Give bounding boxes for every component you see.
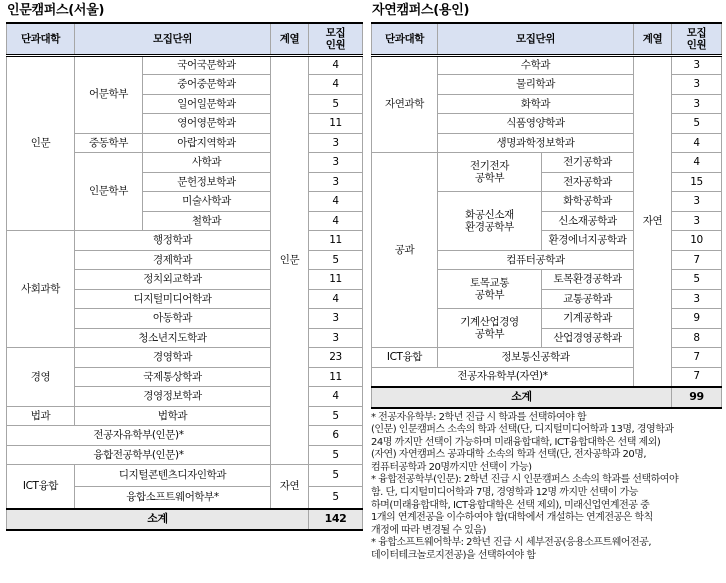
unit-cell: 기계공학과 xyxy=(542,309,634,329)
quota-cell: 9 xyxy=(672,309,722,329)
unit-cell: 화학공학과 xyxy=(542,192,634,212)
unit-cell: 경영정보학과 xyxy=(75,387,271,407)
group-cell: 화공신소재 환경공학부 xyxy=(438,192,542,251)
quota-cell: 5 xyxy=(309,445,363,465)
quota-cell: 4 xyxy=(672,153,722,173)
group-cell: 인문학부 xyxy=(75,153,143,231)
unit-cell: 생명과학정보학과 xyxy=(438,133,634,153)
admissions-table xyxy=(6,22,363,531)
total-label: 소계 xyxy=(7,509,309,530)
group-cell: 기계산업경영 공학부 xyxy=(438,309,542,348)
unit-cell: 전기공학과 xyxy=(542,153,634,173)
col-header-track: 계열 xyxy=(634,23,672,55)
quota-cell: 4 xyxy=(309,289,363,309)
quota-cell: 11 xyxy=(309,114,363,134)
unit-cell: 법학과 xyxy=(75,406,271,426)
footnote xyxy=(371,412,721,475)
quota-cell: 5 xyxy=(309,406,363,426)
unit-cell: 일어일문학과 xyxy=(143,94,271,114)
quota-cell: 5 xyxy=(309,94,363,114)
total-value: 142 xyxy=(309,509,363,530)
quota-cell: 5 xyxy=(309,465,363,487)
quota-cell: 3 xyxy=(672,289,722,309)
quota-cell: 4 xyxy=(309,55,363,75)
unit-cell: 정보통신공학과 xyxy=(438,348,634,368)
unit-cell: 교통공학과 xyxy=(542,289,634,309)
quota-cell: 10 xyxy=(672,231,722,251)
quota-cell: 3 xyxy=(309,328,363,348)
section-title: 인문캠퍼스(서울) xyxy=(7,3,105,18)
unit-cell: 중어중문학과 xyxy=(143,75,271,95)
quota-cell: 5 xyxy=(672,114,722,134)
quota-cell: 4 xyxy=(672,133,722,153)
footnote-line: 컴퓨터공학과 20명까지만 선택이 가능) xyxy=(371,461,532,473)
unit-cell: 경영학과 xyxy=(75,348,271,368)
quota-cell: 5 xyxy=(309,250,363,270)
admissions-table xyxy=(371,22,722,409)
college-cell: 자연과학 xyxy=(372,55,438,153)
unit-cell: 융합소프트웨어학부* xyxy=(75,487,271,509)
group-cell: 어문학부 xyxy=(75,55,143,133)
footnote-line: 함. 단, 디지털미디어학과 7명, 경영학과 12명 까지만 선택이 가능 xyxy=(371,487,638,499)
college-cell: 인문 xyxy=(7,55,75,231)
quota-cell: 4 xyxy=(309,192,363,212)
quota-cell: 6 xyxy=(309,426,363,446)
college-cell: 법과 xyxy=(7,406,75,426)
quota-cell: 3 xyxy=(672,94,722,114)
quota-cell: 4 xyxy=(309,211,363,231)
unit-cell: 디지털미디어학과 xyxy=(75,289,271,309)
group-cell: 토목교통 공학부 xyxy=(438,270,542,309)
quota-cell: 3 xyxy=(672,75,722,95)
yongin-campus-section xyxy=(371,0,721,563)
footnote-line: (인문) 인문캠퍼스 소속의 학과 선택(단, 디지털미디어학과 13명, 경영학과 xyxy=(371,424,674,436)
unit-cell: 화학과 xyxy=(438,94,634,114)
track-cell: 자연 xyxy=(271,465,309,509)
unit-cell: 전공자유학부(인문)* xyxy=(7,426,271,446)
footnote-line: (자연) 자연캠퍼스 공과대학 소속의 학과 선택(단, 전자공학과 20명, xyxy=(371,449,647,461)
quota-cell: 3 xyxy=(672,211,722,231)
college-cell: 경영 xyxy=(7,348,75,407)
quota-cell: 5 xyxy=(672,270,722,290)
unit-cell: 전자공학과 xyxy=(542,172,634,192)
unit-cell: 미술사학과 xyxy=(143,192,271,212)
quota-cell: 3 xyxy=(672,192,722,212)
footnote-line: 24명 까지만 선택이 가능하며 미래융합대학, ICT융합대학은 선택 제외) xyxy=(371,436,661,448)
quota-cell: 3 xyxy=(309,133,363,153)
group-cell: 전기전자 공학부 xyxy=(438,153,542,192)
col-header-track: 계열 xyxy=(271,23,309,55)
track-cell: 인문 xyxy=(271,55,309,465)
unit-cell: 물리학과 xyxy=(438,75,634,95)
unit-cell: 행정학과 xyxy=(75,231,271,251)
unit-cell: 아랍지역학과 xyxy=(143,133,271,153)
quota-cell: 11 xyxy=(309,270,363,290)
footnote-line: * 전공자유학부: 2학년 진급 시 학과를 선택하여야 함 xyxy=(371,411,587,423)
unit-cell: 문헌정보학과 xyxy=(143,172,271,192)
total-value: 99 xyxy=(672,387,722,408)
unit-cell: 컴퓨터공학과 xyxy=(438,250,634,270)
quota-cell: 3 xyxy=(672,55,722,75)
footnote xyxy=(371,537,721,562)
quota-cell: 5 xyxy=(309,487,363,509)
unit-cell: 융합전공학부(인문)* xyxy=(7,445,271,465)
unit-cell: 철학과 xyxy=(143,211,271,231)
quota-cell: 7 xyxy=(672,367,722,387)
col-header-quota: 모집 인원 xyxy=(309,23,363,55)
unit-cell: 디지털콘텐츠디자인학과 xyxy=(75,465,271,487)
footnote-line: 하며(미래융합대학, ICT융합대학은 선택 제외), 미래신업연계전공 중 xyxy=(371,499,650,511)
quota-cell: 4 xyxy=(309,387,363,407)
unit-cell: 아동학과 xyxy=(75,309,271,329)
quota-cell: 23 xyxy=(309,348,363,368)
col-header-unit: 모집단위 xyxy=(75,23,271,55)
unit-cell: 정치외교학과 xyxy=(75,270,271,290)
unit-cell: 국어국문학과 xyxy=(143,55,271,75)
unit-cell: 환경에너지공학과 xyxy=(542,231,634,251)
quota-cell: 15 xyxy=(672,172,722,192)
col-header-unit: 모집단위 xyxy=(438,23,634,55)
seoul-campus-section xyxy=(6,0,362,531)
section-title: 자연캠퍼스(용인) xyxy=(372,3,470,18)
unit-cell: 식품영양학과 xyxy=(438,114,634,134)
unit-cell: 사학과 xyxy=(143,153,271,173)
quota-cell: 3 xyxy=(309,153,363,173)
unit-cell: 토목환경공학과 xyxy=(542,270,634,290)
col-header-college: 단과대학 xyxy=(372,23,438,55)
track-cell: 자연 xyxy=(634,55,672,387)
unit-cell: 영어영문학과 xyxy=(143,114,271,134)
college-cell: ICT융합 xyxy=(372,348,438,368)
footnote-line: 1개의 연계전공을 이수하여야 함(대학에서 개설하는 연계전공은 학칙 xyxy=(371,512,653,524)
quota-cell: 3 xyxy=(309,309,363,329)
unit-cell: 산업경영공학과 xyxy=(542,328,634,348)
group-cell: 중동학부 xyxy=(75,133,143,153)
quota-cell: 3 xyxy=(309,172,363,192)
footnotes xyxy=(371,412,721,563)
total-label: 소계 xyxy=(372,387,672,408)
footnote-line: * 융합소프트웨어학부: 2학년 진급 시 세부전공(응용소프트웨어전공, xyxy=(371,537,652,549)
unit-cell: 신소재공학과 xyxy=(542,211,634,231)
unit-cell: 수학과 xyxy=(438,55,634,75)
unit-cell: 경제학과 xyxy=(75,250,271,270)
unit-cell: 전공자유학부(자연)* xyxy=(372,367,634,387)
col-header-college: 단과대학 xyxy=(7,23,75,55)
college-cell: 사회과학 xyxy=(7,231,75,348)
footnote-line: * 융합전공학부(인문): 2학년 진급 시 인문캠퍼스 소속의 학과를 선택하여야 xyxy=(371,474,679,486)
footnote-line: 데이터테크놀로지전공)을 선택하여야 함 xyxy=(371,550,536,562)
quota-cell: 7 xyxy=(672,250,722,270)
unit-cell: 청소년지도학과 xyxy=(75,328,271,348)
col-header-quota: 모집 인원 xyxy=(672,23,722,55)
unit-cell: 국제통상학과 xyxy=(75,367,271,387)
footnote-line: 개정에 따라 변경될 수 있음) xyxy=(371,524,486,536)
quota-cell: 7 xyxy=(672,348,722,368)
quota-cell: 4 xyxy=(309,75,363,95)
quota-cell: 11 xyxy=(309,231,363,251)
college-cell: 공과 xyxy=(372,153,438,348)
quota-cell: 8 xyxy=(672,328,722,348)
quota-cell: 11 xyxy=(309,367,363,387)
footnote xyxy=(371,474,721,537)
college-cell: ICT융합 xyxy=(7,465,75,509)
